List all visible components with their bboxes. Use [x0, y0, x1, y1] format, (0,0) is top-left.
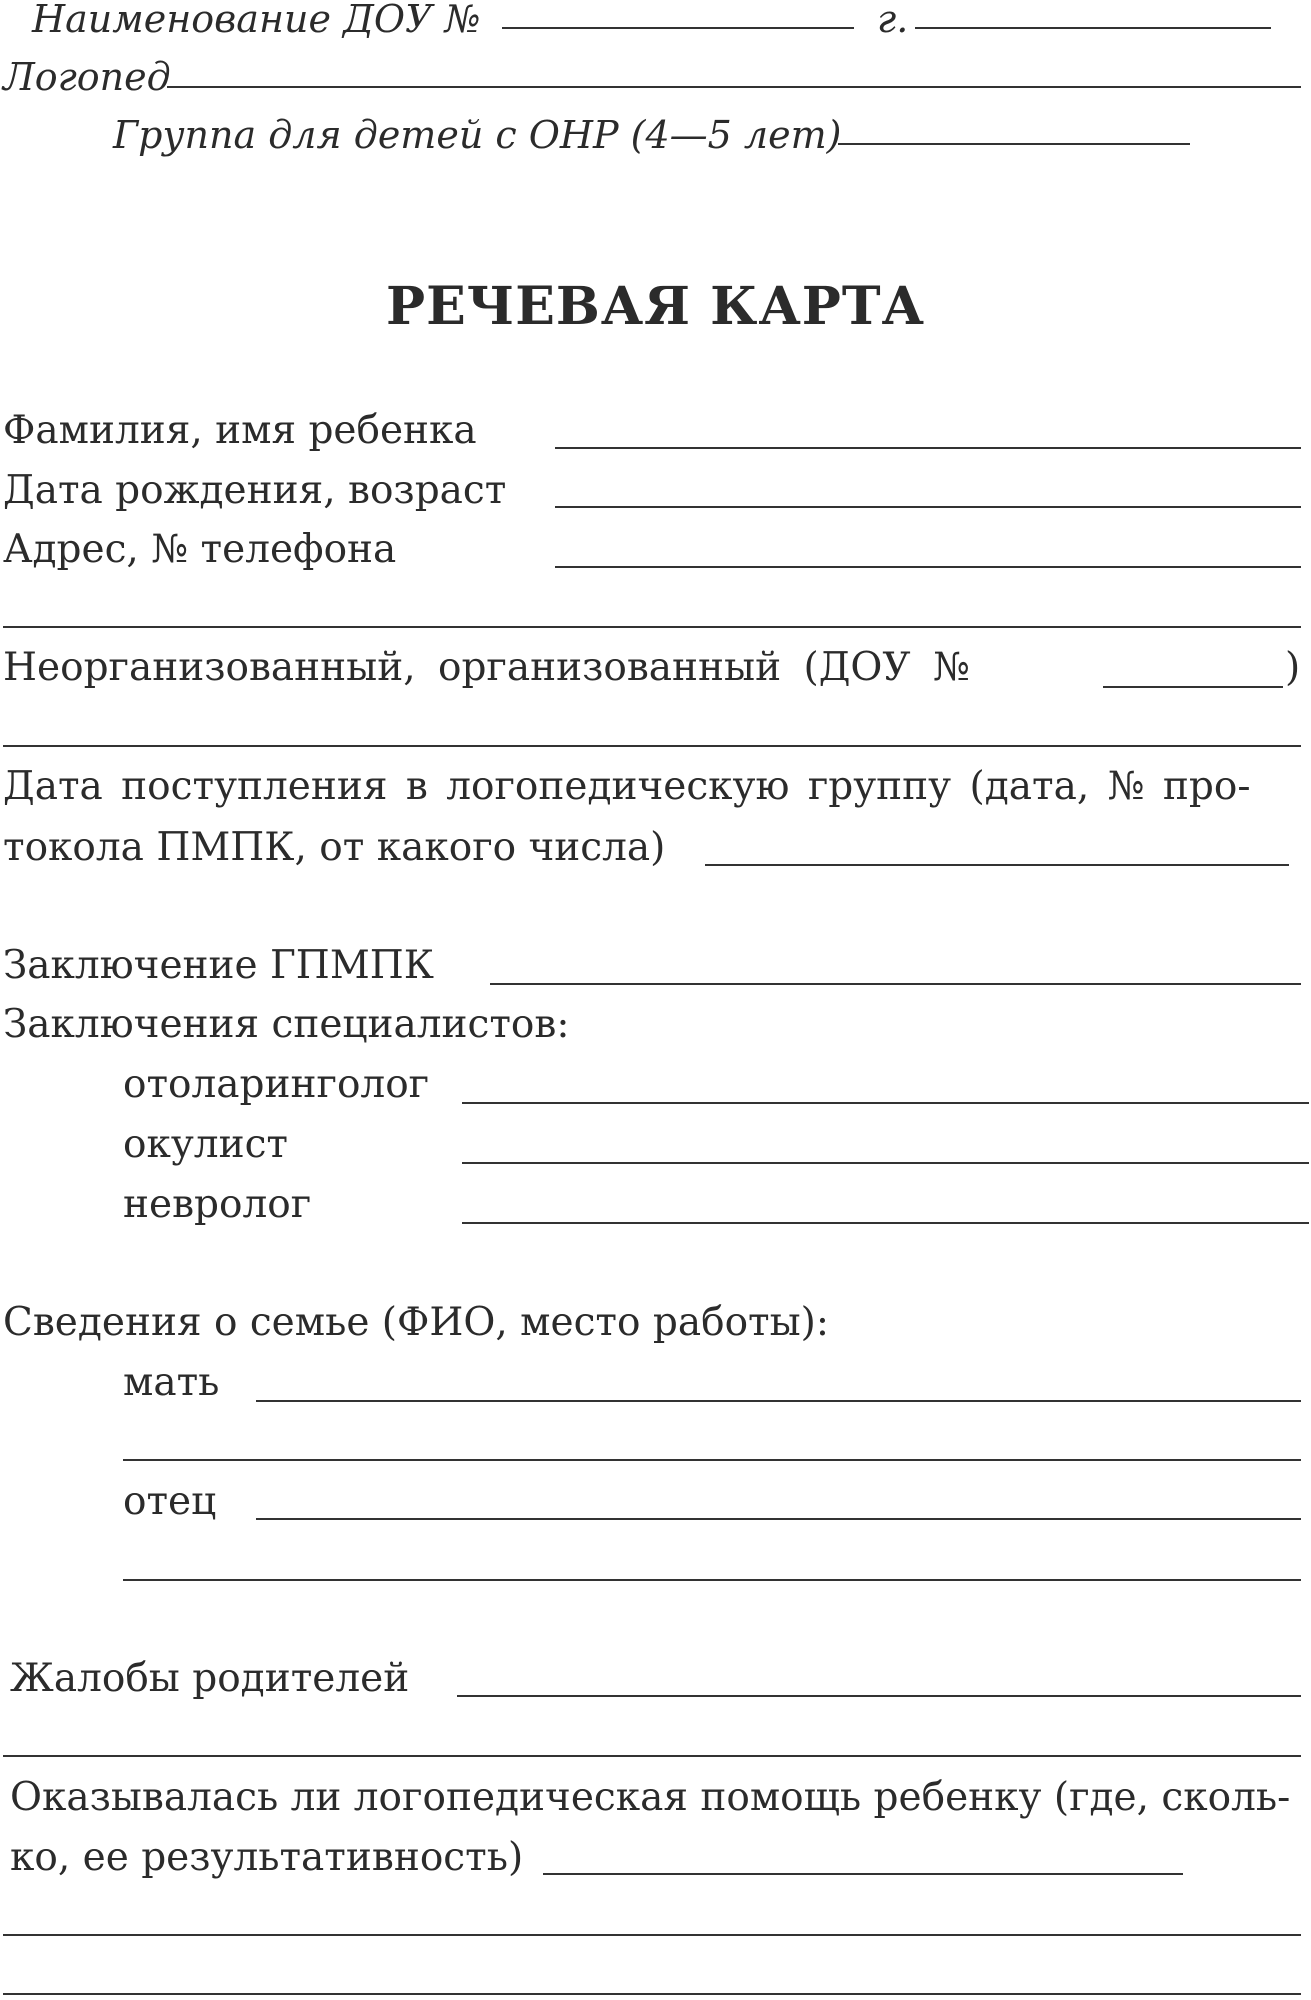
help-label-line1: Оказывалась ли логопедическая помощь ребенку (где, сколь- — [10, 1775, 1291, 1820]
mother-line[interactable] — [256, 1400, 1301, 1402]
child-name-label: Фамилия, имя ребенка — [3, 408, 477, 453]
admission-line[interactable] — [705, 864, 1289, 866]
parent-complaints-line[interactable] — [457, 1695, 1301, 1697]
parent-complaints-label: Жалобы родителей — [10, 1656, 410, 1701]
address-label: Адрес, № телефона — [3, 527, 397, 572]
child-name-line[interactable] — [555, 447, 1301, 449]
father-label: отец — [123, 1479, 217, 1524]
address-extra-line[interactable] — [3, 626, 1301, 628]
admission-label-line2: токола ПМПК, от какого числа) — [3, 825, 666, 870]
status-extra-line[interactable] — [3, 745, 1301, 747]
father-line[interactable] — [256, 1518, 1301, 1520]
mother-extra-line[interactable] — [123, 1459, 1301, 1461]
admission-label-line1: Дата поступления в логопедическую группу (дата, № про- — [3, 764, 1251, 809]
dou-name-label: Наименование ДОУ № — [32, 0, 481, 41]
address-line[interactable] — [555, 566, 1301, 568]
speech-therapist-label: Логопед — [3, 55, 171, 99]
parent-complaints-extra-line[interactable] — [3, 1755, 1301, 1757]
page-title: РЕЧЕВАЯ КАРТА — [386, 276, 925, 337]
neurologist-label: невролог — [123, 1182, 312, 1227]
birth-date-label: Дата рождения, возраст — [3, 468, 507, 513]
city-label: г. — [877, 0, 909, 41]
otolaryngologist-label: отоларинголог — [123, 1062, 430, 1107]
group-line[interactable] — [838, 143, 1190, 145]
ophthalmologist-label: окулист — [123, 1122, 288, 1167]
birth-date-line[interactable] — [555, 506, 1301, 508]
help-extra-line-2[interactable] — [3, 1993, 1301, 1995]
ophthalmologist-line[interactable] — [462, 1162, 1309, 1164]
dou-number-line[interactable] — [502, 27, 854, 29]
help-line[interactable] — [543, 1873, 1183, 1875]
city-line[interactable] — [915, 27, 1271, 29]
gpmpk-line[interactable] — [490, 983, 1301, 985]
father-extra-line[interactable] — [123, 1579, 1301, 1581]
help-label-line2: ко, ее результативность) — [10, 1835, 524, 1880]
family-heading: Сведения о семье (ФИО, место работы): — [3, 1300, 830, 1345]
mother-label: мать — [123, 1360, 220, 1405]
dou-attended-line[interactable] — [1103, 686, 1283, 688]
help-extra-line-1[interactable] — [3, 1934, 1301, 1936]
speech-therapist-line[interactable] — [167, 86, 1301, 88]
group-label: Группа для детей с ОНР (4—5 лет) — [113, 113, 842, 157]
otolaryngologist-line[interactable] — [462, 1102, 1309, 1104]
neurologist-line[interactable] — [462, 1222, 1309, 1224]
specialists-heading: Заключения специалистов: — [3, 1002, 570, 1047]
gpmpk-label: Заключение ГПМПК — [3, 943, 434, 988]
organized-status-close: ) — [1285, 645, 1301, 690]
organized-status-label: Неорганизованный, организованный (ДОУ № — [3, 645, 970, 690]
